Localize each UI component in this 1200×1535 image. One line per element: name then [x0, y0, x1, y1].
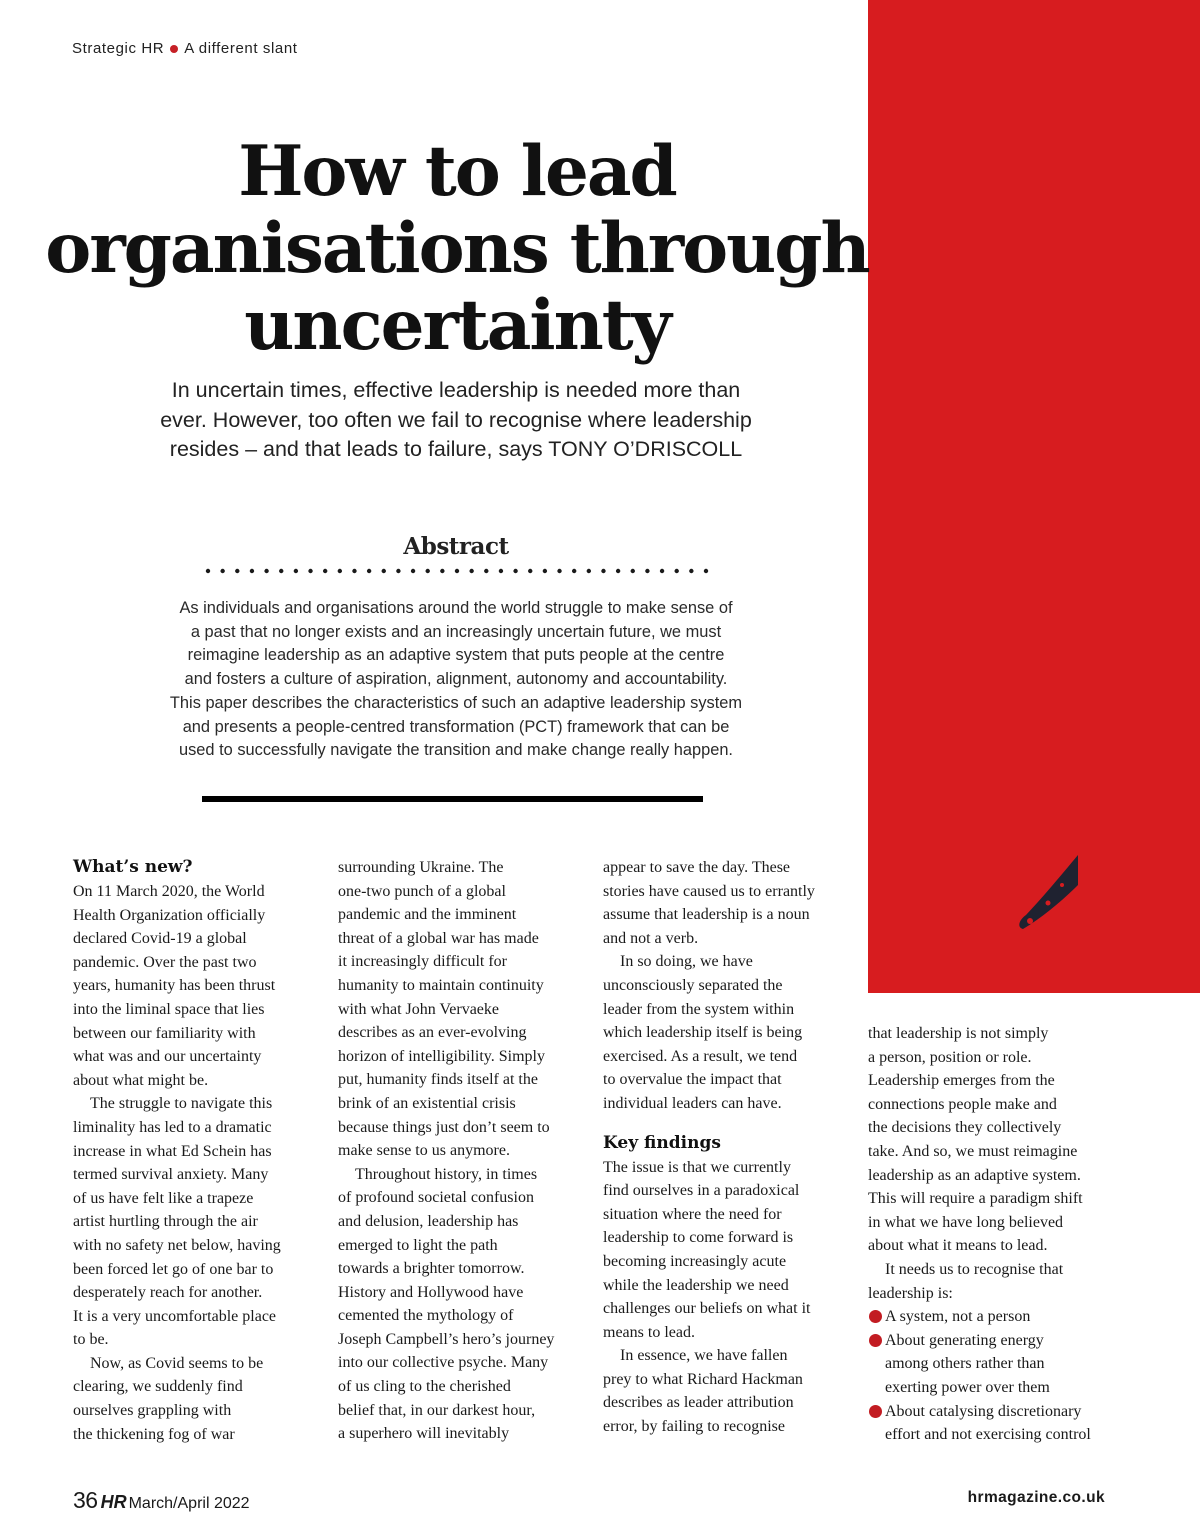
title-line: organisations through [45, 208, 869, 289]
text-line: becoming increasingly acute [603, 1252, 787, 1270]
divider-dot [543, 569, 547, 573]
divider-dot [367, 569, 371, 573]
text-line: Health Organization officially [73, 906, 266, 924]
dotted-divider [205, 567, 709, 575]
text-line: assume that leadership is a noun [603, 906, 810, 924]
divider-dot [250, 569, 254, 573]
divider-dot [645, 569, 649, 573]
text-line: About catalysing discretionary [885, 1402, 1082, 1420]
text-line: of us have felt like a trapeze [73, 1189, 254, 1207]
text-line: describes as an ever-evolving [338, 1024, 527, 1042]
text-line: with no safety net below, having [73, 1236, 281, 1254]
divider-dot [352, 569, 356, 573]
text-line: exerting power over them [885, 1378, 1050, 1396]
text-line: pandemic and the imminent [338, 906, 517, 924]
paragraph [603, 1156, 839, 1345]
text-line: A system, not a person [885, 1308, 1031, 1326]
divider-dot [484, 569, 488, 573]
body-column-2 [338, 856, 574, 1446]
text-line: the decisions they collectively [868, 1119, 1062, 1137]
text-line: appear to save the day. These [603, 859, 791, 876]
text-line: emerged to light the path [338, 1236, 498, 1254]
paragraph [603, 1344, 839, 1438]
text-line: a superhero will inevitably [338, 1425, 510, 1443]
kicker-dot-icon [170, 45, 178, 53]
standfirst-line: In uncertain times, effective leadership is needed more than [171, 378, 741, 402]
bullet-item [868, 1329, 1104, 1400]
page-footer [73, 1487, 250, 1514]
text-line: increase in what Ed Schein has [73, 1142, 272, 1160]
text-line: The issue is that we currently [603, 1158, 791, 1176]
text-line: exercised. As a result, we tend [603, 1047, 798, 1065]
text-line: unconsciously separated the [603, 976, 783, 994]
text-line: take. And so, we must reimagine [868, 1142, 1078, 1160]
text-line: The struggle to navigate this [90, 1095, 273, 1113]
divider-dot [411, 569, 415, 573]
divider-dot [675, 569, 679, 573]
text-line: prey to what Richard Hackman [603, 1370, 803, 1388]
text-line: because things just don’t seem to [338, 1118, 550, 1136]
divider-dot [616, 569, 620, 573]
divider-dot [557, 569, 561, 573]
text-line: effort and not exercising control [885, 1426, 1091, 1444]
divider-dot [382, 569, 386, 573]
divider-dot [455, 569, 459, 573]
text-line: In essence, we have fallen [620, 1347, 788, 1365]
text-line: Joseph Campbell’s hero’s journey [338, 1330, 555, 1348]
text-line: declared Covid-19 a global [73, 930, 247, 948]
text-line: to be. [73, 1331, 109, 1349]
text-line: This will require a paradigm shift [868, 1190, 1083, 1208]
text-line: which leadership itself is being [603, 1024, 803, 1042]
text-line: situation where the need for [603, 1205, 782, 1223]
subsection-label: A different slant [184, 40, 298, 57]
abstract-text [110, 597, 802, 763]
text-line: about what might be. [73, 1071, 209, 1089]
text-line: Now, as Covid seems to be [90, 1354, 264, 1372]
text-line: It is a very uncomfortable place [73, 1307, 277, 1325]
divider-dot [601, 569, 605, 573]
divider-dot [660, 569, 664, 573]
abstract-line: reimagine leadership as an adaptive system that puts people at the centre [187, 646, 725, 665]
text-line: pandemic. Over the past two [73, 953, 257, 971]
title-line: How to lead [238, 131, 676, 212]
text-line: About generating energy [885, 1331, 1044, 1349]
paragraph [868, 1022, 1104, 1258]
issue-date: March/April 2022 [128, 1495, 250, 1512]
section-kicker [72, 40, 298, 57]
text-line: and not a verb. [603, 929, 699, 947]
text-line: make sense to us anymore. [338, 1142, 510, 1160]
divider-dot [528, 569, 532, 573]
abstract-line: and fosters a culture of aspiration, alignment, autonomy and accountability. [184, 670, 728, 689]
text-line: desperately reach for another. [73, 1284, 263, 1302]
body-column-1 [73, 856, 309, 1446]
section-label: Strategic HR [72, 40, 165, 57]
text-line: leadership as an adaptive system. [868, 1166, 1081, 1184]
text-line: In so doing, we have [620, 953, 753, 971]
text-line: Throughout history, in times [355, 1165, 538, 1183]
article-title [40, 133, 874, 364]
divider-dot [264, 569, 268, 573]
divider-dot [220, 569, 224, 573]
divider-dot [469, 569, 473, 573]
text-line: leader from the system within [603, 1000, 795, 1018]
body-column-4 [868, 1022, 1104, 1447]
standfirst-line: ever. However, too often we fail to recognise where leadership [160, 407, 752, 432]
dark-brushstroke-graphic [1018, 845, 1078, 935]
text-line: into the liminal space that lies [73, 1000, 265, 1018]
standfirst-line: resides – and that leads to failure, says TONY O’DRISCOLL [169, 437, 743, 461]
divider-dot [513, 569, 517, 573]
text-line: towards a brighter tomorrow. [338, 1260, 525, 1278]
text-line: been forced let go of one bar to [73, 1260, 274, 1278]
divider-dot [426, 569, 430, 573]
divider-dot [572, 569, 576, 573]
text-line: about what it means to lead. [868, 1237, 1048, 1255]
black-rule [202, 796, 703, 802]
text-line: ourselves grappling with [73, 1402, 232, 1420]
bullet-item [868, 1305, 1104, 1329]
text-line: liminality has led to a dramatic [73, 1118, 272, 1136]
text-line: stories have caused us to errantly [603, 882, 815, 900]
divider-dot [631, 569, 635, 573]
text-line: It needs us to recognise that [885, 1260, 1064, 1278]
bullet-list [868, 1305, 1104, 1447]
text-line: horizon of intelligibility. Simply [338, 1047, 545, 1065]
magazine-name: HR [100, 1492, 127, 1512]
text-line: and delusion, leadership has [338, 1212, 519, 1230]
text-line: put, humanity finds itself at the [338, 1071, 538, 1089]
text-line: Leadership emerges from the [868, 1072, 1055, 1090]
text-line: On 11 March 2020, the World [73, 883, 265, 900]
red-color-panel [868, 0, 1200, 993]
text-line: of us cling to the cherished [338, 1378, 511, 1396]
website-link[interactable]: hrmagazine.co.uk [967, 1489, 1105, 1506]
text-line: it increasingly difficult for [338, 953, 507, 971]
divider-dot [235, 569, 239, 573]
body-column-3 [603, 856, 839, 1439]
abstract-line: This paper describes the characteristics of such an adaptive leadership system [169, 693, 743, 712]
paragraph [868, 1258, 1104, 1305]
text-line: while the leadership we need [603, 1276, 789, 1294]
text-line: a person, position or role. [868, 1048, 1032, 1066]
text-line: cemented the mythology of [338, 1307, 514, 1325]
key-findings-heading: Key findings [603, 1132, 721, 1153]
text-line: humanity to maintain continuity [338, 976, 544, 994]
text-line: what was and our uncertainty [73, 1048, 262, 1066]
title-line: uncertainty [244, 285, 670, 366]
text-line: to overvalue the impact that [603, 1071, 782, 1089]
divider-dot [294, 569, 298, 573]
text-line: threat of a global war has made [338, 929, 539, 947]
text-line: find ourselves in a paradoxical [603, 1182, 800, 1200]
divider-dot [206, 569, 210, 573]
bullet-item [868, 1400, 1104, 1447]
text-line: brink of an existential crisis [338, 1094, 516, 1112]
spacer [603, 1116, 839, 1132]
divider-dot [704, 569, 708, 573]
text-line: the thickening fog of war [73, 1425, 235, 1443]
divider-dot [499, 569, 503, 573]
abstract-line: and presents a people-centred transformation (PCT) framework that can be [182, 717, 730, 736]
whats-new-heading: What’s new? [73, 857, 193, 877]
paragraph [603, 856, 839, 950]
text-line: belief that, in our darkest hour, [338, 1401, 536, 1419]
text-line: describes as leader attribution [603, 1394, 794, 1412]
text-line: individual leaders can have. [603, 1094, 782, 1112]
divider-dot [279, 569, 283, 573]
text-line: between our familiarity with [73, 1024, 256, 1042]
paragraph [338, 1163, 574, 1446]
text-line: means to lead. [603, 1323, 695, 1341]
text-line: of profound societal confusion [338, 1189, 534, 1207]
abstract-line: used to successfully navigate the transition and make change really happen. [179, 741, 733, 760]
text-line: in what we have long believed [868, 1213, 1064, 1231]
text-line: error, by failing to recognise [603, 1418, 785, 1436]
text-line: surrounding Ukraine. The [338, 859, 504, 876]
text-line: challenges our beliefs on what it [603, 1300, 811, 1318]
text-line: leadership is: [868, 1284, 953, 1302]
paragraph [603, 950, 839, 1115]
abstract-line: As individuals and organisations around the world struggle to make sense of [179, 599, 733, 617]
text-line: one-two punch of a global [338, 882, 506, 900]
divider-dot [587, 569, 591, 573]
text-line: connections people make and [868, 1095, 1057, 1113]
divider-dot [308, 569, 312, 573]
text-line: artist hurtling through the air [73, 1213, 258, 1231]
text-line: termed survival anxiety. Many [73, 1166, 269, 1184]
divider-dot [396, 569, 400, 573]
paragraph [73, 1352, 309, 1446]
divider-dot [338, 569, 342, 573]
paragraph [73, 1092, 309, 1352]
paragraph [73, 880, 309, 1092]
divider-dot [689, 569, 693, 573]
paragraph [338, 856, 574, 1163]
divider-dot [440, 569, 444, 573]
abstract-heading: Abstract [403, 533, 509, 560]
text-line: that leadership is not simply [868, 1025, 1049, 1042]
abstract-line: a past that no longer exists and an increasingly uncertain future, we must [190, 622, 722, 641]
text-line: years, humanity has been thrust [73, 977, 276, 995]
divider-dot [323, 569, 327, 573]
text-line: History and Hollywood have [338, 1283, 524, 1301]
text-line: among others rather than [885, 1355, 1045, 1373]
page-number: 36 [73, 1487, 98, 1513]
standfirst [100, 376, 812, 465]
text-line: with what John Vervaeke [338, 1000, 499, 1018]
text-line: into our collective psyche. Many [338, 1354, 549, 1372]
text-line: clearing, we suddenly find [73, 1378, 243, 1396]
text-line: leadership to come forward is [603, 1229, 794, 1247]
